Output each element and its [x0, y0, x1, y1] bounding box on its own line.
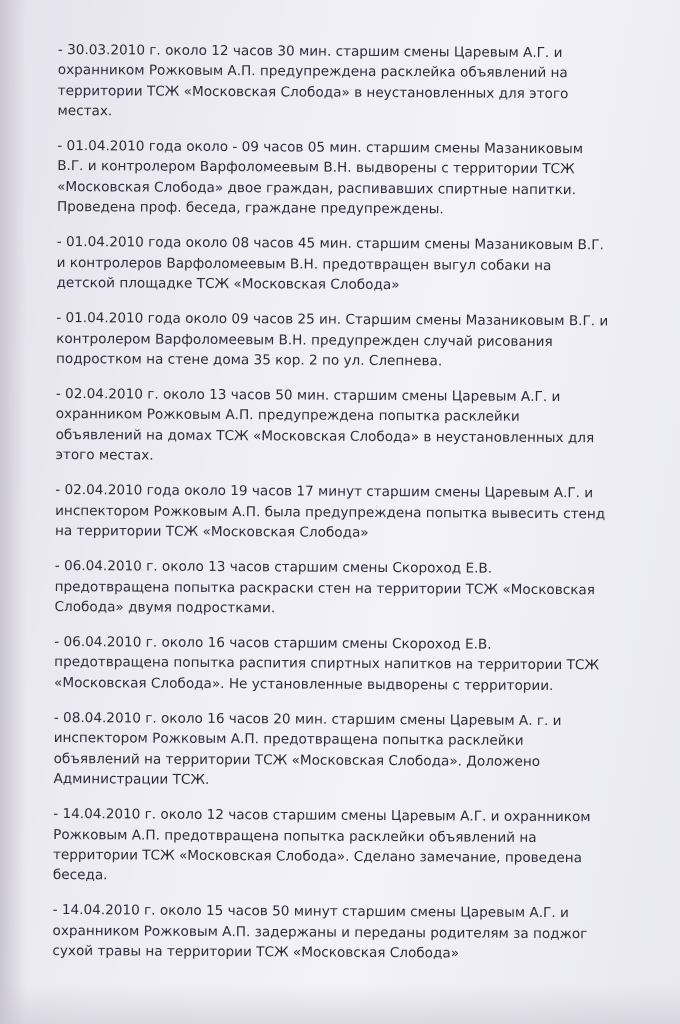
- page-shadow-left: [0, 0, 26, 1024]
- log-entry-9: - 08.04.2010 г. около 16 часов 20 мин. старшим смены Царевым А. г. и инспектором Рожковым А.П. предотвращена попытка расклейки объявлений на территории ТСЖ «Московская Слобода». Доложено Администрации ТСЖ.: [53, 710, 562, 788]
- page-shadow-bottom: [0, 984, 680, 1024]
- log-entry-2: - 01.04.2010 года около - 09 часов 05 мин. старшим смены Мазаниковым В.Г. и контролером Варфоломеевым В.Н. выдворены с территории ТСЖ «Московская Слобода» двое граждан, распивавших спиртные напитки. Проведена проф. беседа, граждане предупреждены.: [56, 138, 584, 218]
- log-entry-1: - 30.03.2010 г. около 12 часов 30 мин. старшим смены Царевым А.Г. и охранником Рожковым А.П. предупреждена расклейка объявлений на территории ТСЖ «Московская Слобода» в неустановленных для этого местах.: [57, 41, 569, 120]
- log-entry-6: - 02.04.2010 года около 19 часов 17 минут старшим смены Царевым А.Г. и инспектором Рожковым А.П. была предупреждена попытка вывесить стенд на территории ТСЖ «Московская Слобода»: [54, 482, 606, 541]
- incident-log: [52, 40, 658, 980]
- log-entry-10: - 14.04.2010 г. около 12 часов старшим смены Царевым А.Г. и охранником Рожковым А.П. предотвращена попытка расклейки объявлений на территории ТСЖ «Московская Слобода». Сделано замечание, проведена беседа.: [52, 806, 591, 884]
- log-entry-3: - 01.04.2010 года около 08 часов 45 мин. старшим смены Мазаниковым В.Г. и контролеров Варфоломеевым В.Н. предотвращен выгул собаки на детской площадке ТСЖ «Московская Слобода»: [56, 234, 604, 294]
- log-entry-8: - 06.04.2010 г. около 16 часов старшим смены Скороход Е.В. предотвращена попытка распития спиртных напитков на территории ТСЖ «Московская Слобода». Не установленные выдворены с территории.: [54, 634, 600, 694]
- log-entry-5: - 02.04.2010 г. около 13 часов 50 мин. старшим смены Царевым А.Г. и охранником Рожковым А.П. предупреждена попытка расклейки объявлений на домах ТСЖ «Московская Слобода» в неустановленных для этого местах.: [55, 386, 595, 464]
- log-entry-4: - 01.04.2010 года около 09 часов 25 ин. Старшим смены Мазаниковым В.Г. и контролером Варфоломеевым В.Н. предупрежден случай рисования подростком на стене дома 35 кор. 2 по ул. Слепнева.: [56, 310, 609, 370]
- log-entry-7: - 06.04.2010 г. около 13 часов старшим смены Скороход Е.В. предотвращена попытка раскраски стен на территории ТСЖ «Московская Слобода» двумя подростками.: [54, 558, 596, 617]
- log-entry-11: - 14.04.2010 г. около 15 часов 50 минут старшим смены Царевым А.Г. и охранником Рожковым А.П. задержаны и переданы родителям за поджог сухой травы на территории ТСЖ «Московская Слобода»: [52, 902, 588, 962]
